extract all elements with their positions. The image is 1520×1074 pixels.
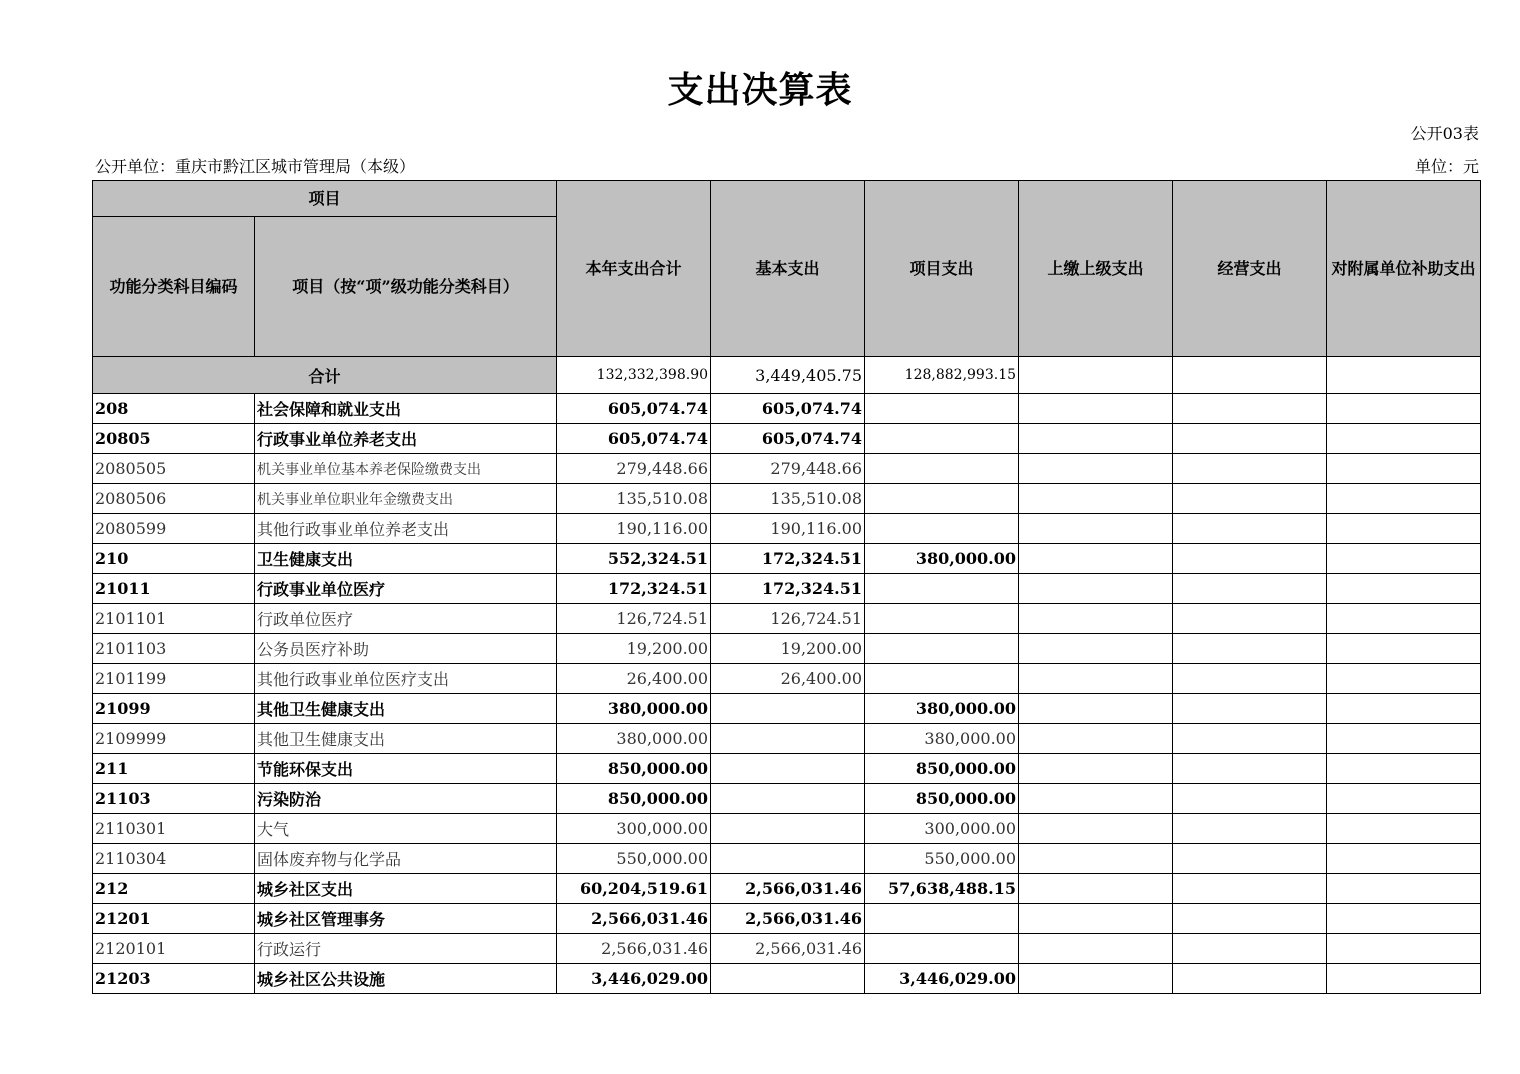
row-name: 其他卫生健康支出 — [255, 694, 557, 724]
row-subsidy — [1327, 634, 1481, 664]
row-business — [1173, 814, 1327, 844]
row-project: 3,446,029.00 — [865, 964, 1019, 994]
total-business — [1173, 357, 1327, 394]
row-basic — [711, 754, 865, 784]
row-project — [865, 904, 1019, 934]
row-total: 135,510.08 — [557, 484, 711, 514]
row-total: 2,566,031.46 — [557, 934, 711, 964]
row-upper — [1019, 724, 1173, 754]
row-upper — [1019, 754, 1173, 784]
row-code: 2080506 — [93, 484, 255, 514]
row-upper — [1019, 394, 1173, 424]
row-total: 60,204,519.61 — [557, 874, 711, 904]
row-upper — [1019, 574, 1173, 604]
row-project: 57,638,488.15 — [865, 874, 1019, 904]
row-code: 2101199 — [93, 664, 255, 694]
row-code: 211 — [93, 754, 255, 784]
row-total: 126,724.51 — [557, 604, 711, 634]
row-name: 城乡社区管理事务 — [255, 904, 557, 934]
row-total: 2,566,031.46 — [557, 904, 711, 934]
row-basic — [711, 694, 865, 724]
row-basic: 172,324.51 — [711, 574, 865, 604]
row-basic: 172,324.51 — [711, 544, 865, 574]
table-row — [93, 964, 1481, 994]
row-name: 城乡社区公共设施 — [255, 964, 557, 994]
row-subsidy — [1327, 484, 1481, 514]
row-business — [1173, 514, 1327, 544]
row-total: 850,000.00 — [557, 754, 711, 784]
total-project: 128,882,993.15 — [865, 357, 1019, 394]
row-code: 21011 — [93, 574, 255, 604]
row-business — [1173, 754, 1327, 784]
header-upper: 上缴上级支出 — [1019, 181, 1173, 357]
row-code: 21099 — [93, 694, 255, 724]
table-row — [93, 604, 1481, 634]
row-basic: 605,074.74 — [711, 424, 865, 454]
row-total: 300,000.00 — [557, 814, 711, 844]
row-name: 社会保障和就业支出 — [255, 394, 557, 424]
row-business — [1173, 544, 1327, 574]
row-name: 其他行政事业单位养老支出 — [255, 514, 557, 544]
table-row — [93, 814, 1481, 844]
row-business — [1173, 424, 1327, 454]
row-name: 机关事业单位职业年金缴费支出 — [255, 484, 557, 514]
row-subsidy — [1327, 514, 1481, 544]
table-row — [93, 574, 1481, 604]
row-subsidy — [1327, 904, 1481, 934]
table-row — [93, 844, 1481, 874]
table-row — [93, 754, 1481, 784]
row-business — [1173, 694, 1327, 724]
header-basic: 基本支出 — [711, 181, 865, 357]
row-total: 26,400.00 — [557, 664, 711, 694]
row-code: 21103 — [93, 784, 255, 814]
row-upper — [1019, 874, 1173, 904]
row-project — [865, 604, 1019, 634]
row-name: 城乡社区支出 — [255, 874, 557, 904]
row-upper — [1019, 484, 1173, 514]
row-business — [1173, 964, 1327, 994]
header-code: 功能分类科目编码 — [93, 217, 255, 357]
row-total: 380,000.00 — [557, 694, 711, 724]
total-label: 合计 — [93, 357, 557, 394]
row-basic — [711, 814, 865, 844]
row-subsidy — [1327, 664, 1481, 694]
row-project — [865, 934, 1019, 964]
row-project: 850,000.00 — [865, 754, 1019, 784]
row-upper — [1019, 844, 1173, 874]
row-code: 2120101 — [93, 934, 255, 964]
row-total: 190,116.00 — [557, 514, 711, 544]
row-basic: 605,074.74 — [711, 394, 865, 424]
row-business — [1173, 634, 1327, 664]
row-name: 污染防治 — [255, 784, 557, 814]
row-upper — [1019, 694, 1173, 724]
row-project — [865, 424, 1019, 454]
row-code: 21201 — [93, 904, 255, 934]
table-row — [93, 724, 1481, 754]
row-basic — [711, 724, 865, 754]
row-total: 172,324.51 — [557, 574, 711, 604]
row-project: 380,000.00 — [865, 544, 1019, 574]
row-subsidy — [1327, 874, 1481, 904]
row-basic: 126,724.51 — [711, 604, 865, 634]
row-business — [1173, 574, 1327, 604]
row-subsidy — [1327, 844, 1481, 874]
header-business: 经营支出 — [1173, 181, 1327, 357]
table-row — [93, 874, 1481, 904]
row-subsidy — [1327, 604, 1481, 634]
row-upper — [1019, 634, 1173, 664]
row-code: 2110304 — [93, 844, 255, 874]
row-upper — [1019, 424, 1173, 454]
row-subsidy — [1327, 964, 1481, 994]
header-item-group: 项目 — [93, 181, 557, 217]
row-total: 850,000.00 — [557, 784, 711, 814]
row-total: 279,448.66 — [557, 454, 711, 484]
row-total: 19,200.00 — [557, 634, 711, 664]
header-subsidy: 对附属单位补助支出 — [1327, 181, 1481, 357]
row-business — [1173, 604, 1327, 634]
row-subsidy — [1327, 544, 1481, 574]
row-basic: 2,566,031.46 — [711, 904, 865, 934]
row-code: 2101101 — [93, 604, 255, 634]
row-upper — [1019, 814, 1173, 844]
row-project: 380,000.00 — [865, 724, 1019, 754]
row-project — [865, 514, 1019, 544]
row-basic: 190,116.00 — [711, 514, 865, 544]
row-total: 3,446,029.00 — [557, 964, 711, 994]
row-business — [1173, 394, 1327, 424]
row-subsidy — [1327, 754, 1481, 784]
row-project: 300,000.00 — [865, 814, 1019, 844]
row-subsidy — [1327, 724, 1481, 754]
row-basic: 2,566,031.46 — [711, 934, 865, 964]
row-total: 605,074.74 — [557, 394, 711, 424]
row-subsidy — [1327, 394, 1481, 424]
row-basic: 26,400.00 — [711, 664, 865, 694]
row-business — [1173, 724, 1327, 754]
row-upper — [1019, 784, 1173, 814]
expenditure-table — [92, 180, 1481, 994]
row-total: 552,324.51 — [557, 544, 711, 574]
row-code: 2080505 — [93, 454, 255, 484]
form-number: 公开03表 — [1410, 124, 1479, 143]
row-subsidy — [1327, 784, 1481, 814]
table-row — [93, 784, 1481, 814]
page-title: 支出决算表 — [667, 69, 853, 111]
row-project — [865, 454, 1019, 484]
row-subsidy — [1327, 454, 1481, 484]
row-code: 2109999 — [93, 724, 255, 754]
table-row — [93, 394, 1481, 424]
row-upper — [1019, 934, 1173, 964]
row-total: 380,000.00 — [557, 724, 711, 754]
row-code: 2080599 — [93, 514, 255, 544]
row-name: 行政事业单位医疗 — [255, 574, 557, 604]
total-upper — [1019, 357, 1173, 394]
row-project — [865, 634, 1019, 664]
row-business — [1173, 664, 1327, 694]
row-name: 节能环保支出 — [255, 754, 557, 784]
row-subsidy — [1327, 424, 1481, 454]
row-project: 380,000.00 — [865, 694, 1019, 724]
row-business — [1173, 454, 1327, 484]
table-row — [93, 454, 1481, 484]
row-name: 大气 — [255, 814, 557, 844]
row-code: 2110301 — [93, 814, 255, 844]
row-code: 210 — [93, 544, 255, 574]
row-name: 行政单位医疗 — [255, 604, 557, 634]
row-code: 2101103 — [93, 634, 255, 664]
total-subsidy — [1327, 357, 1481, 394]
table-row — [93, 484, 1481, 514]
row-name: 机关事业单位基本养老保险缴费支出 — [255, 454, 557, 484]
row-basic: 279,448.66 — [711, 454, 865, 484]
table-row — [93, 904, 1481, 934]
row-name: 行政事业单位养老支出 — [255, 424, 557, 454]
total-row — [93, 357, 1481, 394]
row-project — [865, 484, 1019, 514]
row-project: 550,000.00 — [865, 844, 1019, 874]
row-name: 其他行政事业单位医疗支出 — [255, 664, 557, 694]
row-subsidy — [1327, 694, 1481, 724]
header-project: 项目支出 — [865, 181, 1019, 357]
total-basic: 3,449,405.75 — [711, 357, 865, 394]
row-upper — [1019, 544, 1173, 574]
row-subsidy — [1327, 934, 1481, 964]
row-upper — [1019, 454, 1173, 484]
row-business — [1173, 844, 1327, 874]
reporting-unit: 公开单位：重庆市黔江区城市管理局（本级） — [95, 157, 416, 176]
row-basic — [711, 784, 865, 814]
table-row — [93, 934, 1481, 964]
row-name: 公务员医疗补助 — [255, 634, 557, 664]
row-basic — [711, 964, 865, 994]
table-row — [93, 424, 1481, 454]
table-row — [93, 664, 1481, 694]
row-upper — [1019, 664, 1173, 694]
table-row — [93, 694, 1481, 724]
row-business — [1173, 784, 1327, 814]
row-upper — [1019, 904, 1173, 934]
row-business — [1173, 874, 1327, 904]
row-business — [1173, 934, 1327, 964]
row-code: 21203 — [93, 964, 255, 994]
row-subsidy — [1327, 814, 1481, 844]
row-name: 行政运行 — [255, 934, 557, 964]
total-total: 132,332,398.90 — [557, 357, 711, 394]
unit-row — [95, 154, 1479, 177]
row-business — [1173, 904, 1327, 934]
row-upper — [1019, 514, 1173, 544]
currency-unit: 单位：元 — [1414, 157, 1479, 176]
header-total: 本年支出合计 — [557, 181, 711, 357]
header-name: 项目（按“项”级功能分类科目） — [255, 217, 557, 357]
table-row — [93, 544, 1481, 574]
row-code: 208 — [93, 394, 255, 424]
table-row — [93, 514, 1481, 544]
row-project: 850,000.00 — [865, 784, 1019, 814]
row-project — [865, 574, 1019, 604]
row-project — [865, 664, 1019, 694]
row-basic: 19,200.00 — [711, 634, 865, 664]
row-project — [865, 394, 1019, 424]
row-name: 卫生健康支出 — [255, 544, 557, 574]
row-subsidy — [1327, 574, 1481, 604]
row-business — [1173, 484, 1327, 514]
row-basic: 2,566,031.46 — [711, 874, 865, 904]
table-row — [93, 634, 1481, 664]
row-upper — [1019, 604, 1173, 634]
row-code: 212 — [93, 874, 255, 904]
row-basic — [711, 844, 865, 874]
row-code: 20805 — [93, 424, 255, 454]
row-total: 605,074.74 — [557, 424, 711, 454]
row-basic: 135,510.08 — [711, 484, 865, 514]
row-upper — [1019, 964, 1173, 994]
row-total: 550,000.00 — [557, 844, 711, 874]
row-name: 其他卫生健康支出 — [255, 724, 557, 754]
row-name: 固体废弃物与化学品 — [255, 844, 557, 874]
